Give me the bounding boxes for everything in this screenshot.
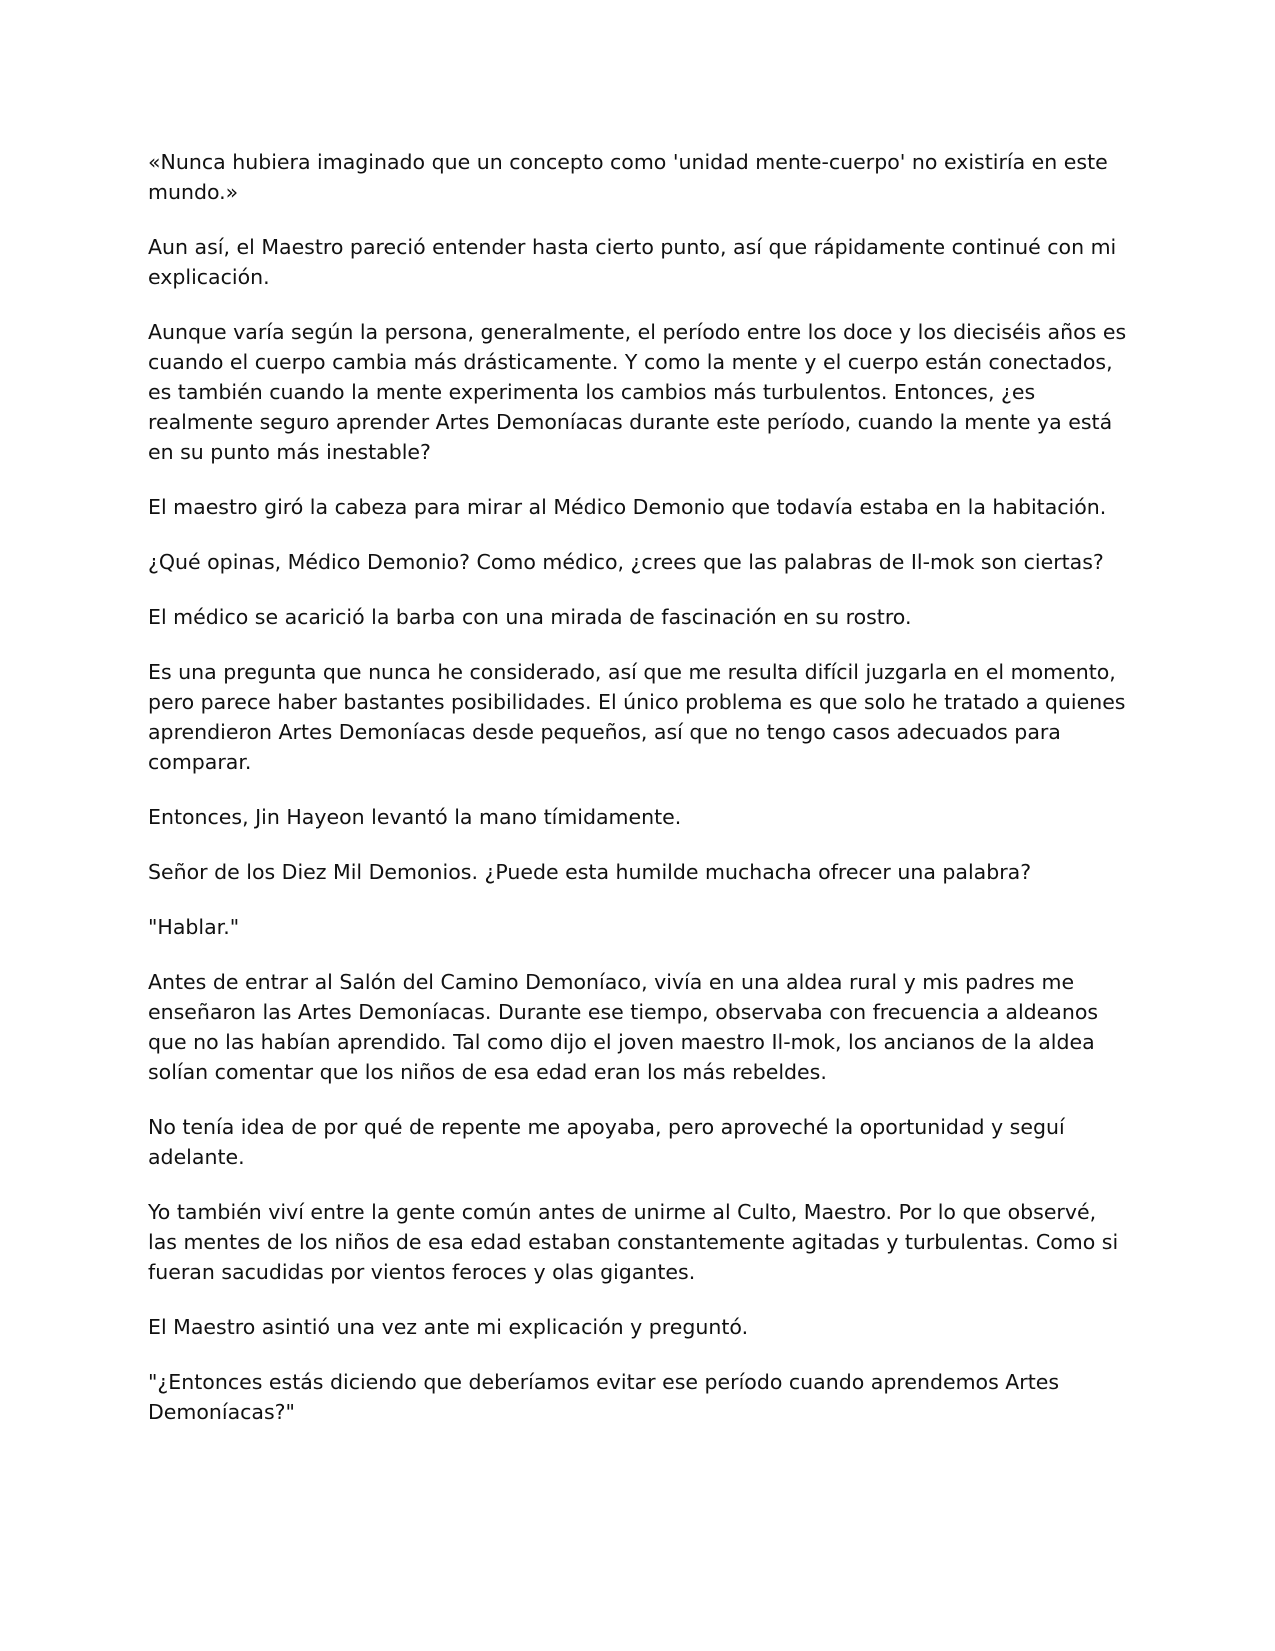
paragraph-10: "Hablar."	[148, 915, 240, 939]
paragraph-13: Yo también viví entre la gente común antes de unirme al Culto, Maestro. Por lo que observé, las mentes de los niños de esa edad estaban constantemente agitadas y turbulentas. Como si fueran sacudidas por vientos feroces y olas gigantes.	[148, 1200, 1119, 1284]
paragraph-9: Señor de los Diez Mil Demonios. ¿Puede esta humilde muchacha ofrecer una palabra?	[148, 860, 1032, 884]
paragraph-14: El Maestro asintió una vez ante mi explicación y preguntó.	[148, 1315, 749, 1339]
document-body	[148, 147, 1128, 1452]
paragraph-15: "¿Entonces estás diciendo que deberíamos evitar ese período cuando aprendemos Artes Demoníacas?"	[148, 1370, 1060, 1424]
paragraph-11: Antes de entrar al Salón del Camino Demoníaco, vivía en una aldea rural y mis padres me enseñaron las Artes Demoníacas. Durante ese tiempo, observaba con frecuencia a aldeanos que no las habían aprendido. Tal como dijo el joven maestro Il-mok, los ancianos de la aldea solían comentar que los niños de esa edad eran los más rebeldes.	[148, 970, 1099, 1084]
paragraph-6: El médico se acarició la barba con una mirada de fascinación en su rostro.	[148, 605, 912, 629]
paragraph-7: Es una pregunta que nunca he considerado, así que me resulta difícil juzgarla en el momento, pero parece haber bastantes posibilidades. El único problema es que solo he tratado a quienes aprendieron Artes Demoníacas desde pequeños, así que no tengo casos adecuados para comparar.	[148, 660, 1126, 774]
paragraph-5: ¿Qué opinas, Médico Demonio? Como médico, ¿crees que las palabras de Il-mok son ciertas?	[148, 550, 1104, 574]
paragraph-2: Aun así, el Maestro pareció entender hasta cierto punto, así que rápidamente continué con mi explicación.	[148, 235, 1117, 289]
paragraph-8: Entonces, Jin Hayeon levantó la mano tímidamente.	[148, 805, 682, 829]
paragraph-3: Aunque varía según la persona, generalmente, el período entre los doce y los dieciséis años es cuando el cuerpo cambia más drásticamente. Y como la mente y el cuerpo están conectados, es también cuando la mente experimenta los cambios más turbulentos. Entonces, ¿es realmente seguro aprender Artes Demoníacas durante este período, cuando la mente ya está en su punto más inestable?	[148, 320, 1127, 464]
paragraph-4: El maestro giró la cabeza para mirar al Médico Demonio que todavía estaba en la habitación.	[148, 495, 1107, 519]
paragraph-12: No tenía idea de por qué de repente me apoyaba, pero aproveché la oportunidad y seguí adelante.	[148, 1115, 1065, 1169]
paragraph-1: «Nunca hubiera imaginado que un concepto como 'unidad mente-cuerpo' no existiría en este mundo.»	[148, 150, 1108, 204]
